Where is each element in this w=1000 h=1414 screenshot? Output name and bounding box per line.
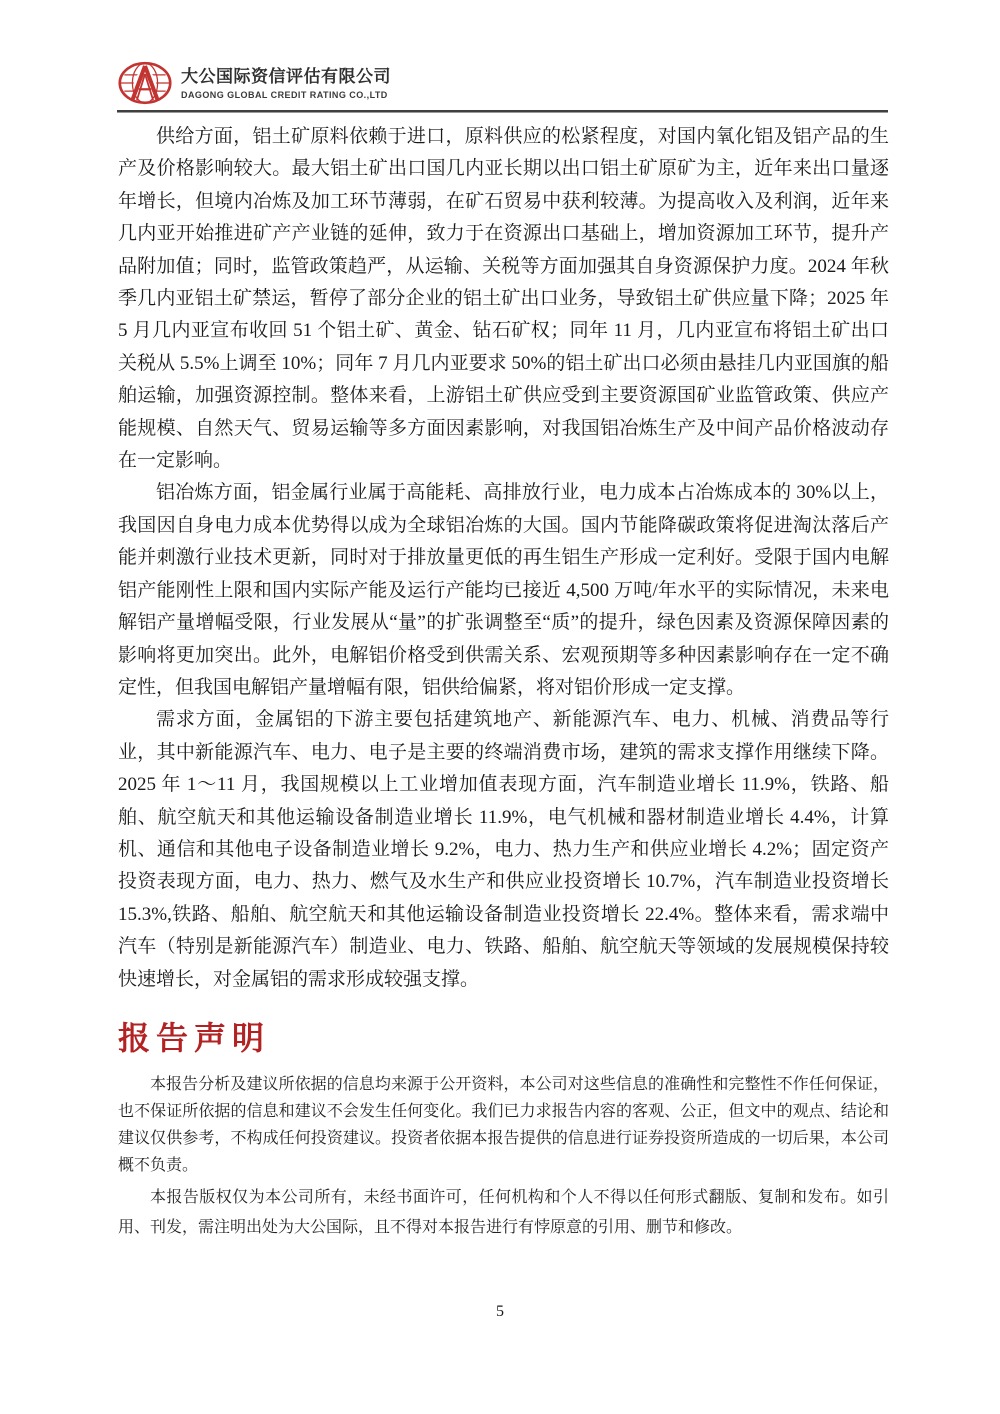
- report-body: [118, 121, 889, 1243]
- body-paragraph-supply: 供给方面，铝土矿原料依赖于进口，原料供应的松紧程度，对国内氧化铝及铝产品的生产及价格影响较大。最大铝土矿出口国几内亚长期以出口铝土矿原矿为主，近年来出口量逐年增长，但境内冶炼及加工环节薄弱，在矿石贸易中获利较薄。为提高收入及利润，近年来几内亚开始推进矿产产业链的延伸，致力于在资源出口基础上，增加资源加工环节，提升产品附加值；同时，监管政策趋严，从运输、关税等方面加强其自身资源保护力度。2024 年秋季几内亚铝土矿禁运，暂停了部分企业的铝土矿出口业务，导致铝土矿供应量下降；2025 年 5 月几内亚宣布收回 51 个铝土矿、黄金、钻石矿权；同年 11 月，几内亚宣布将铝土矿出口关税从 5.5%上调至 10%；同年 7 月几内亚要求 50%的铝土矿出口必须由悬挂几内亚国旗的船舶运输，加强资源控制。整体来看，上游铝土矿供应受到主要资源国矿业监管政策、供应产能规模、自然天气、贸易运输等多方面因素影响，对我国铝冶炼生产及中间产品价格波动存在一定影响。: [118, 126, 889, 472]
- body-paragraph-demand: 需求方面，金属铝的下游主要包括建筑地产、新能源汽车、电力、机械、消费品等行业，其中新能源汽车、电力、电子是主要的终端消费市场，建筑的需求支撑作用继续下降。2025 年 1～11 月，我国规模以上工业增加值表现方面，汽车制造业增长 11.9%，铁路、船舶、航空航天和其他运输设备制造业增长 11.9%，电气机械和器材制造业增长 4.4%，计算机、通信和其他电子设备制造业增长 9.2%，电力、热力生产和供应业增长 4.2%；固定资产投资表现方面，电力、热力、燃气及水生产和供应业投资增长 10.7%，汽车制造业投资增长 15.3%,铁路、船舶、航空航天和其他运输设备制造业投资增长 22.4%。整体来看，需求端中汽车（特别是新能源汽车）制造业、电力、铁路、船舶、航空航天等领域的发展规模保持较快速增长，对金属铝的需求形成较强支撑。: [118, 709, 889, 990]
- company-name-block: [181, 66, 391, 99]
- header-divider: [117, 110, 888, 113]
- body-paragraph-smelting: 铝冶炼方面，铝金属行业属于高能耗、高排放行业，电力成本占冶炼成本的 30%以上，我国因自身电力成本优势得以成为全球铝冶炼的大国。国内节能降碳政策将促进淘汰落后产能并刺激行业技术更新，同时对于排放量更低的再生铝生产形成一定利好。受限于国内电解铝产能刚性上限和国内实际产能及运行产能均已接近 4,500 万吨/年水平的实际情况，未来电解铝产量增幅受限，行业发展从“量”的扩张调整至“质”的提升，绿色因素及资源保障因素的影响将更加突出。此外，电解铝价格受到供需关系、宏观预期等多种因素影响存在一定不确定性，但我国电解铝产量增幅有限，铝供给偏紧，将对铝价形成一定支撑。: [118, 482, 889, 698]
- company-name-en: DAGONG GLOBAL CREDIT RATING CO.,LTD: [181, 89, 388, 100]
- dagong-globe-a-icon: [118, 58, 172, 108]
- statement-paragraph-copyright: 本报告版权仅为本公司所有，未经书面许可，任何机构和个人不得以任何形式翻版、复制和发布。如引用、刊发，需注明出处为大公国际，且不得对本报告进行有悖原意的引用、删节和修改。: [118, 1188, 889, 1236]
- statement-heading: 报告声明: [118, 1019, 271, 1056]
- report-header: [118, 58, 391, 108]
- page-number: 5: [496, 1303, 504, 1320]
- statement-paragraph-disclaimer: 本报告分析及建议所依据的信息均来源于公开资料，本公司对这些信息的准确性和完整性不作任何保证，也不保证所依据的信息和建议不会发生任何变化。我们已力求报告内容的客观、公正，但文中的观点、结论和建议仅供参考，不构成任何投资建议。投资者依据本报告提供的信息进行证券投资所造成的一切后果，本公司概不负责。: [118, 1075, 889, 1174]
- company-name-cn: 大公国际资信评估有限公司: [181, 67, 391, 87]
